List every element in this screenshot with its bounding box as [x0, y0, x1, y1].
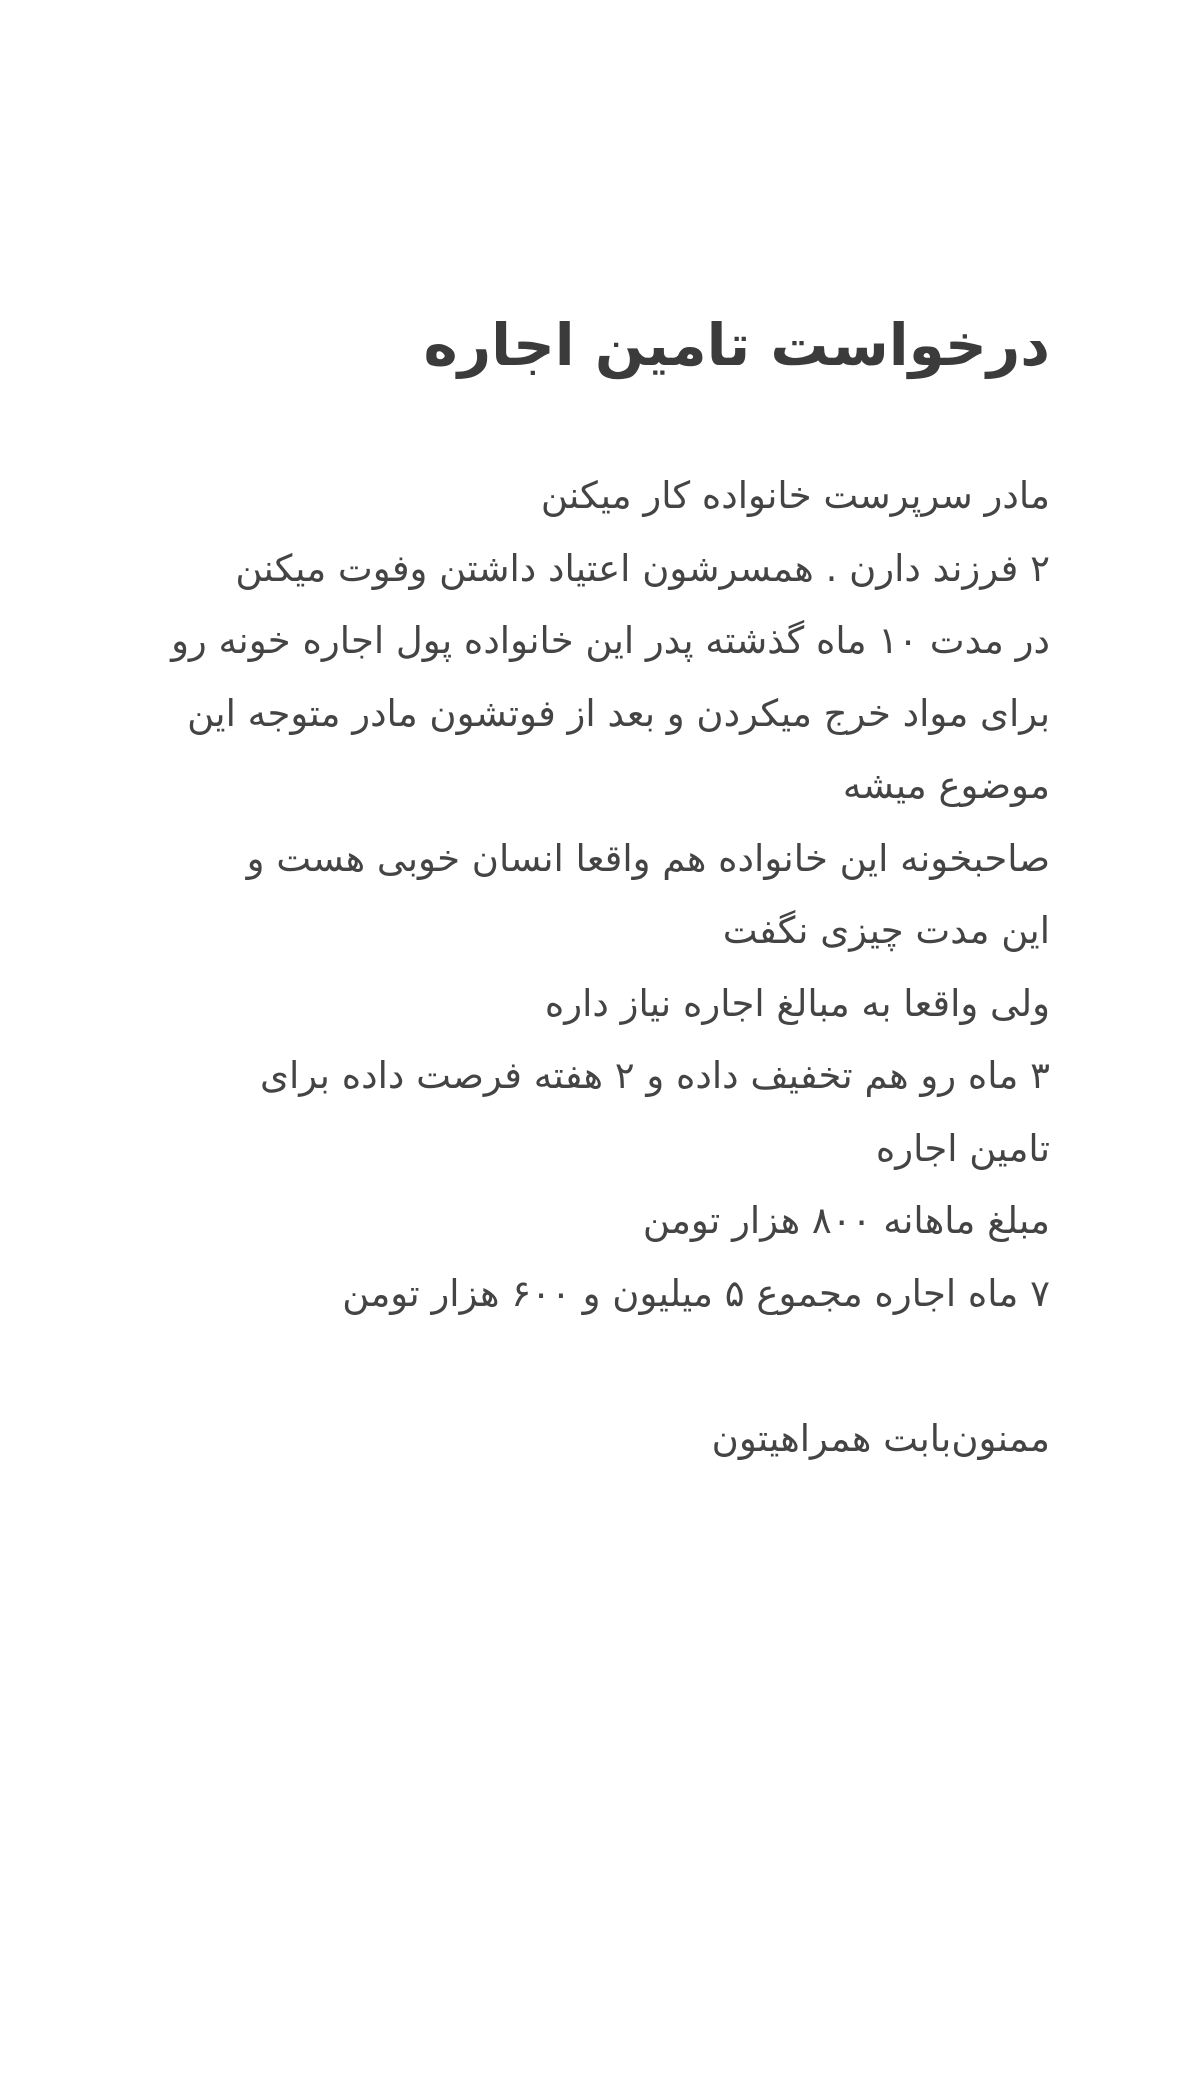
note-title: درخواست تامین اجاره: [423, 311, 1050, 379]
note-line: ۲ فرزند دارن . همسرشون اعتیاد داشتن وفوت میکنن: [235, 546, 1050, 590]
note-line: تامین اجاره: [875, 1126, 1050, 1170]
note-line: موضوع میشه: [842, 764, 1050, 807]
note-line: در مدت ۱۰ ماه گذشته پدر این خانواده پول اجاره خونه رو: [171, 619, 1050, 662]
note-line: مادر سرپرست خانواده کار میکنن: [540, 474, 1050, 517]
note-line: ۳ ماه رو هم تخفیف داده و ۲ هفته فرصت داده برای: [260, 1054, 1050, 1097]
note-line: ۷ ماه اجاره مجموع ۵ میلیون و ۶۰۰ هزار تومن: [342, 1271, 1050, 1315]
blank-line: [60, 1330, 1050, 1403]
note-line: این مدت چیزی نگفت: [722, 909, 1050, 952]
note-line: برای مواد خرج میکردن و بعد از فوتشون مادر متوجه این: [187, 691, 1050, 735]
note-body[interactable]: [60, 460, 1050, 1475]
note-line: ولی واقعا به مبالغ اجاره نیاز داره: [544, 981, 1050, 1025]
note-line: صاحبخونه این خانواده هم واقعا انسان خوبی هست و: [246, 836, 1050, 880]
note-line: ممنون‌بابت همراهیتون: [711, 1416, 1050, 1460]
note-line: مبلغ ماهانه ۸۰۰ هزار تومن: [642, 1199, 1050, 1242]
note-view: [60, 300, 1050, 1475]
